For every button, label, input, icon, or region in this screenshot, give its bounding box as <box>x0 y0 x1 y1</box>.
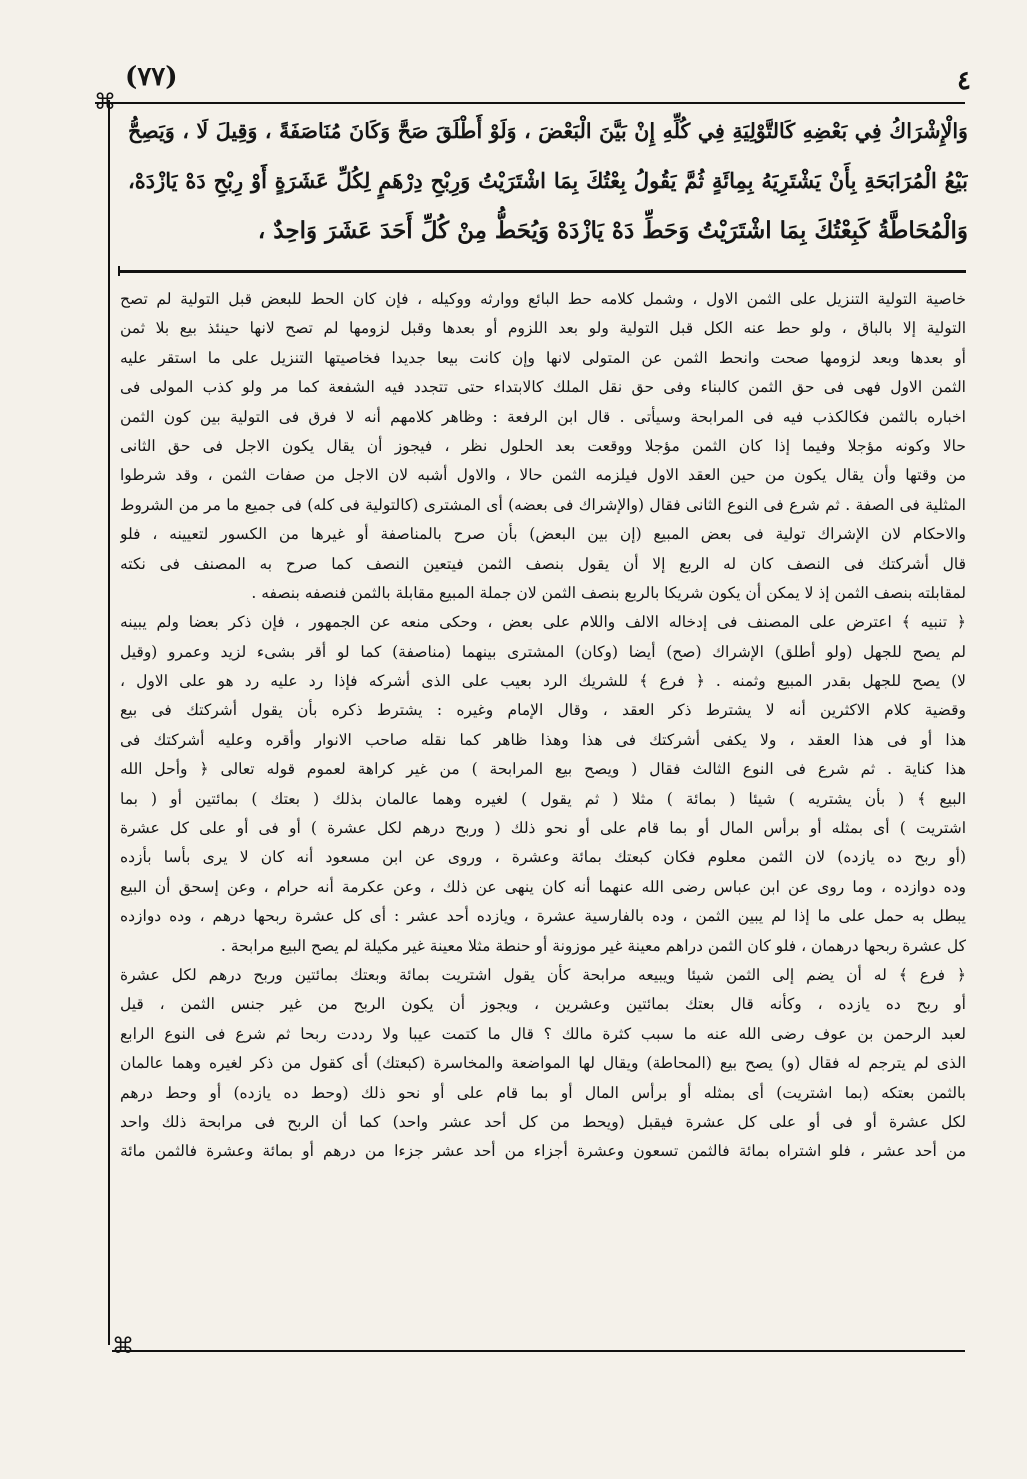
sharh-line: اشتريت ) أى بمثله أو برأس المال أو بما قام على أو نحو ذلك ( وربح درهم لكل عشرة ) أو فى أو على كل عشرة <box>120 819 966 838</box>
sharh-line: لمقابلته بنصف الثمن إذ لا يمكن أن يكون شريكا بالربع بنصف الثمن لان جملة المبيع مقابلة بالثمن فنصفه بنصفه . <box>251 583 966 602</box>
sharh-line: لعبد الرحمن بن عوف رضى الله عنه ما سبب كثرة مالك ؟ قال ما كتمت عيبا ولا رددت ربحا ثم شرع فى النوع الرابع <box>120 1024 966 1043</box>
sharh-line: وقضية كلام الاكثرين أنه لا يشترط ذكر العقد ، وقال الإمام وغيره : يشترط ذكره بأن يقول أشركتك فى بيع <box>120 701 966 720</box>
sharh-line: حالا وكونه مؤجلا وفيما إذا كان الثمن مؤجلا ووقعت بعد الحلول نظر ، فيجوز أن يقال يكون الاجل فى حق الثانى <box>120 436 966 455</box>
sharh-line: خاصية التولية التنزيل على الثمن الاول ، وشمل كلامه حط البائع ووارثه ووكيله ، فإن كان الحط للبعض قبل التولية لم تصح <box>120 290 966 308</box>
sharh-line: لم يصح للجهل (ولو أطلق) الإشراك (صح) أيضا (وكان) المشترى بينهما (مناصفة) كما لو أقر بشىء لزيد وعمرو (وقيل <box>120 642 966 661</box>
sharh-line: الثمن الاول فهى فى حق الثمن كالبناء وفى حق نقل الملك كالابتداء حتى تتجدد فيه الشفعة كما مر ولو كذب المولى فى <box>120 378 966 397</box>
sharh-line: الذى لم يترجم له فقال (و) يصح بيع (المحاطة) ويقال لها المواضعة والمخاسرة (كبعتك) أى كقول من ذكر لغيره وهما عالمان <box>120 1054 966 1073</box>
separator-tick <box>118 266 130 276</box>
bottom-rule <box>112 1350 965 1352</box>
left-border-rule <box>108 100 110 1345</box>
sharh-line: أو ربح ده يازده ، وكأنه قال بعتك بمائتين وعشرين ، ويجوز أن يكون الربح من غير جنس الثمن ، قيل <box>120 995 966 1014</box>
sharh-line: كل عشرة ربحها درهمان ، فلو كان الثمن دراهم معينة غير موزونة أو حنطة مثلا معينة غير مكيلة لم يصح البيع مرابحة . <box>220 936 966 955</box>
sharh-line: يبطل به حمل على ما إذا لم يبين الثمن ، وده بالفارسية عشرة ، ويازده أحد عشر : أى كل عشرة ربحها درهم ، وده دوازده <box>120 907 966 926</box>
sharh-line: لا) يصح للجهل بقدر المبيع وثمنه . ﴿ فرع ﴾ للشريك الرد بعيب على الذى أشركه فإذا رد عليه رد هو على الاول ، <box>120 672 966 691</box>
sharh-line: أو بعدها وبعد لزومها صحت وانحط الثمن عن المتولى لانها وإن كانت بيعا جديدا فخاصيتها التنزيل على ما استقر عليه <box>120 348 966 367</box>
sharh-line: اخباره بالثمن فكالكذب فيه فى المرابحة وسيأتى . قال ابن الرفعة : وظاهر كلامهم أنه لا فرق فى التولية بين كون الثمن <box>120 407 966 426</box>
separator-rule <box>118 270 966 273</box>
page-number: (٧٧) <box>125 62 178 92</box>
matn-line: وَالْمُحَاطَّةُ كَبِعْتُكَ بِمَا اشْتَرَيْتُ وَحَطِّ دَهْ يَازْدَهْ وَيُحَطُّ مِنْ كُلِّ أَحَدَ عَشَرَ وَاحِدٌ ، <box>257 217 968 244</box>
sharh-line: التولية إلا بالباق ، ولو حط عنه الكل قبل التولية ولو بعد اللزوم أو بعدها وقبل لزومها لم تصح لانها حينئذ بيع بلا ثمن <box>120 319 966 338</box>
sharh-line: قال أشركتك فى النصف كان له الربع إلا أن يقول بنصف الثمن فيتعين النصف كما صرح به المصنف فى نكته <box>120 554 966 573</box>
top-rule <box>95 102 965 104</box>
sharh-line: من أحد عشر ، فلو اشتراه بمائة فالثمن تسعون وعشرة أجزاء من أحد عشر جزءا من درهم أو بمائة وعشرة فالثمن مائة <box>120 1142 966 1161</box>
sharh-line: (أو ربح ده يازده) لان الثمن معلوم فكان كبعتك بمائة وعشرة ، وروى عن ابن مسعود أنه كان لا يرى بأسا بأزده <box>120 848 966 867</box>
sharh-line: ﴿ تنبيه ﴾ اعترض على المصنف فى إدخاله الالف واللام على بعض ، وحكى منعه عن الجمهور ، فإن ذكر بعضا ولم يبينه <box>120 613 966 632</box>
ornament-bottom-icon: ⌘ <box>112 1334 134 1359</box>
corner-mark: ٤ <box>957 66 971 96</box>
sharh-line: هذا كناية . ثم شرع فى النوع الثالث فقال ( ويصح بيع المرابحة ) من غير كراهة لعموم قوله تعالى ﴿ وأحل الله <box>120 760 966 779</box>
sharh-text <box>120 285 966 1167</box>
sharh-line: البيع ﴾ ( بأن يشتريه ) شيئا ( بمائة ) مثلا ( ثم يقول ) لغيره وهما عالمان بذلك ( بعتك ) بمائتين أو ( بما <box>120 789 966 808</box>
sharh-line: بالثمن بعتكه (بما اشتريت) أى بمثله أو برأس المال أو بما قام على أو نحو ذلك (وحط ده يازده) أو وحط درهم <box>120 1083 966 1102</box>
ornament-top-icon: ⌘ <box>94 90 116 115</box>
sharh-line: والاحكام لان الإشراك تولية فى بعض المبيع (إن بين البعض) بأن صرح بالمناصفة أو غيرها من الكسور لتعيينه ، فلو <box>120 525 966 544</box>
sharh-line: من وقتها وأن يقال يكون من حين العقد الاول فيلزمه الثمن حالا ، والاول أشبه لان الاجل من صفات الثمن ، وقد شرطوا <box>120 466 966 485</box>
matn-line: بَيْعُ الْمُرَابَحَةِ بِأَنْ يَشْتَرِيَهُ بِمِائَةٍ ثُمَّ يَقُولُ بِعْتُكَ بِمَا اشْتَرَيْتُ وَرِبْحِ دِرْهَمٍ لِكُلِّ عَشَرَةٍ أَوْ رِبْحِ دَهْ يَازْدَهْ، <box>128 168 968 193</box>
matn-text <box>128 106 968 256</box>
sharh-line: لكل عشرة أو فى أو على كل عشرة فيقبل (ويحط من كل أحد عشر واحد) كما أن الربح فى مرابحة ذلك واحد <box>120 1112 966 1131</box>
sharh-line: وده دوازده ، وما روى عن ابن عباس رضى الله عنهما أنه كان ينهى عن ذلك ، وعن عكرمة أنه حرام ، وعن إسحق أن البيع <box>120 877 966 896</box>
sharh-line: المثلية فى الصفة . ثم شرع فى النوع الثانى فقال (والإشراك فى بعضه) أى المشترى (كالتولية فى كله) فى جميع ما مر من الشروط <box>120 495 966 514</box>
matn-line: وَالْإِشْرَاكُ فِي بَعْضِهِ كَالتَّوْلِيَةِ فِي كُلِّهِ إِنْ بَيَّنَ الْبَعْضَ ، وَلَوْ أَطْلَقَ صَحَّ وَكَانَ مُنَاصَفَةً ، وَقِيلَ لَا ، وَيَصِحُّ <box>128 119 968 143</box>
sharh-line: ﴿ فرع ﴾ له أن يضم إلى الثمن شيئا ويبيعه مرابحة كأن يقول اشتريت بمائة وبعتك بمائتين وربح درهم لكل عشرة <box>120 965 966 984</box>
sharh-line: هذا أو فى هذا العقد ، ولا يكفى أشركتك فى هذا وهذا ظاهر كما نقله صاحب الانوار وأقره وعليه أشركتك فى <box>120 730 966 749</box>
